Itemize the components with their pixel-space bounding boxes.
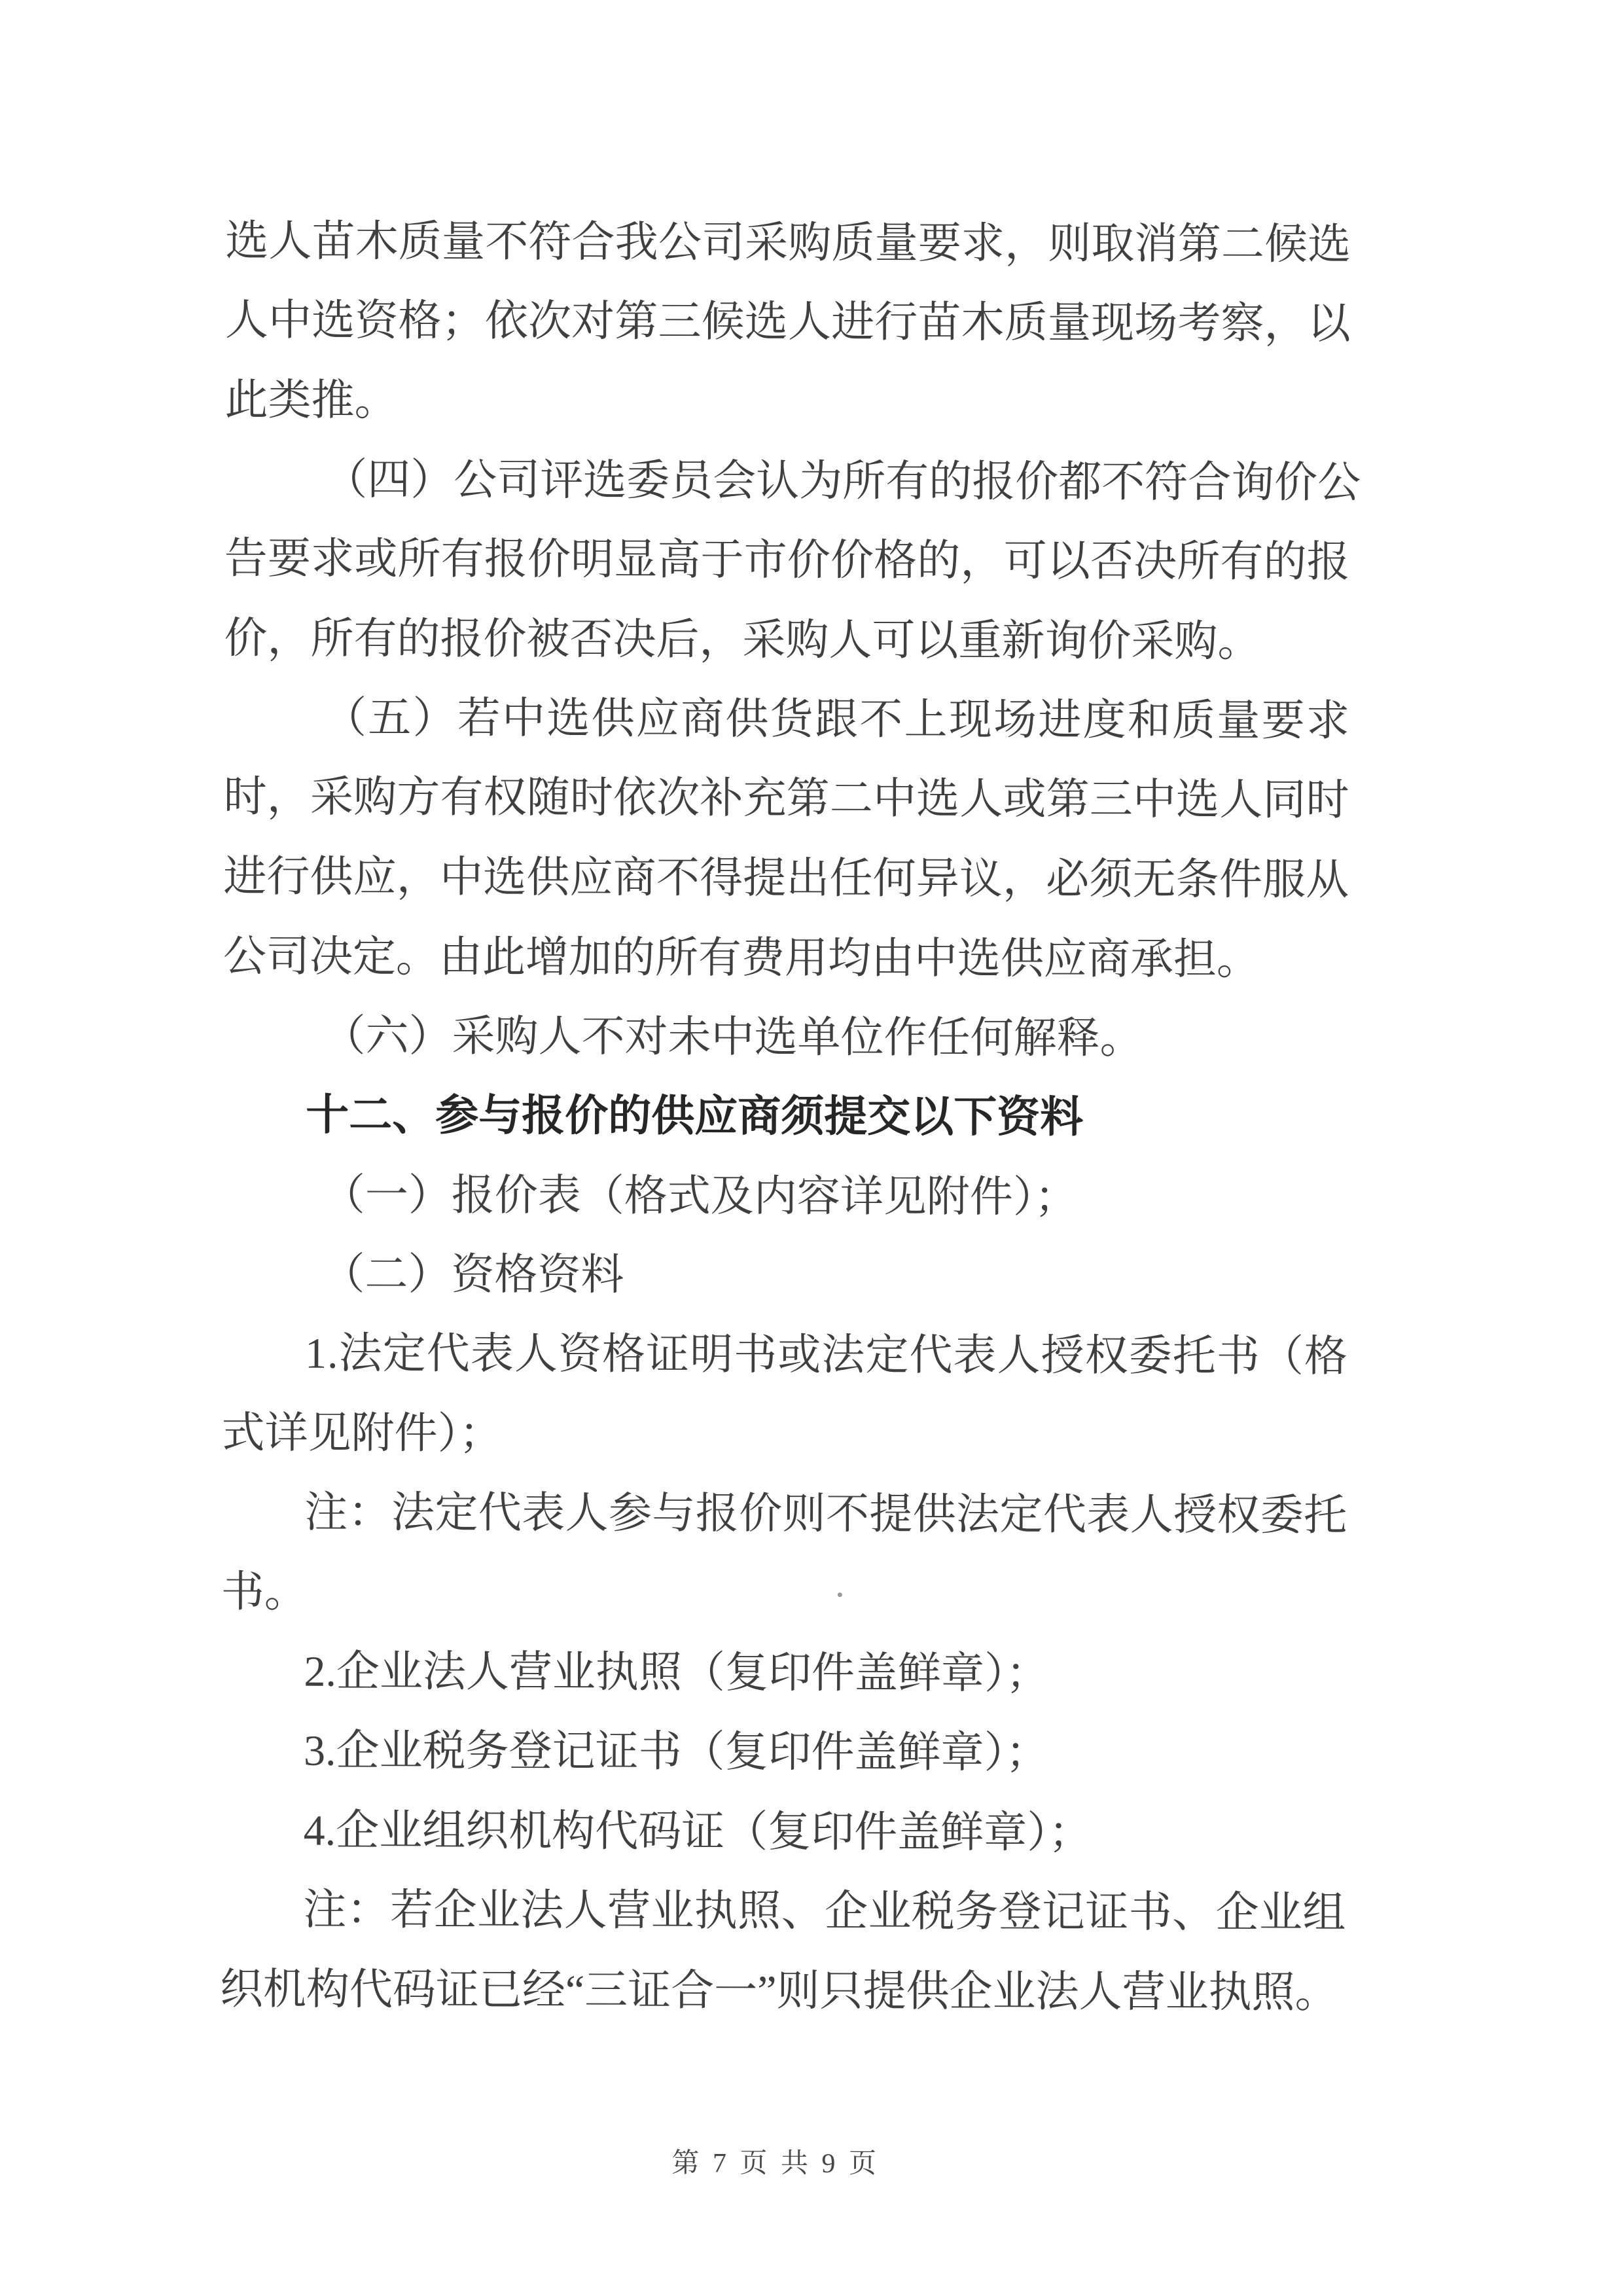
text-line: 式详见附件）；	[221, 1409, 503, 1458]
text-line: 价，所有的报价被否决后，采购人可以重新询价采购。	[224, 615, 1261, 666]
document-body	[219, 202, 1361, 2032]
page-number: 第 7 页 共 9 页	[671, 2148, 880, 2179]
text-line: 进 行 供 应 ， 中 选 供 应 商 不 得 提 出 任 何 异 议 ， 必 须 无 条 件 服 从	[223, 852, 1349, 905]
text-line: 书。	[221, 1568, 308, 1617]
text-line: （一）报价表（格式及内容详见附件）；	[321, 1171, 1078, 1221]
text-line: 公司决定。由此增加的所有费用均由中选供应商承担。	[223, 932, 1260, 984]
ink-speck	[838, 1592, 842, 1597]
text-line: 注 ： 若 企 业 法 人 营 业 执 照 、 企 业 税 务 登 记 证 书 、 企 业 组	[303, 1886, 1346, 1937]
text-line: 时 ， 采 购 方 有 权 随 时 依 次 补 充 第 二 中 选 人 或 第 三 中 选 人 同 时	[223, 773, 1349, 825]
text-line: 1 . 法 定 代 表 人 资 格 证 明 书 或 法 定 代 表 人 授 权 委 托 书 （ 格	[304, 1329, 1348, 1381]
text-line: 选 人 苗 木 质 量 不 符 合 我 公 司 采 购 质 量 要 求 ， 则 取 消 第 二 候 选	[225, 217, 1351, 269]
text-line: （ 五 ） 若 中 选 供 应 商 供 货 跟 不 上 现 场 进 度 和 质 量 要 求	[323, 694, 1350, 745]
text-line: （ 四 ） 公 司 评 选 委 员 会 认 为 所 有 的 报 价 都 不 符 合 询 价 公	[324, 456, 1361, 507]
text-line: 织机构代码证已经“三证合一”则只提供企业法人营业执照。	[219, 1965, 1338, 2017]
text-line: 4.企业组织机构代码证（复印件盖鲜章）；	[303, 1806, 1092, 1857]
text-line: 注 ： 法 定 代 表 人 参 与 报 价 则 不 提 供 法 定 代 表 人 授 权 委 托	[304, 1488, 1347, 1540]
text-line: （二）资格资料	[321, 1250, 624, 1300]
text-line: 人 中 选 资 格 ； 依 次 对 第 三 候 选 人 进 行 苗 木 质 量 现 场 考 察 ， 以	[224, 296, 1351, 348]
text-line: 3.企业税务登记证书（复印件盖鲜章）；	[303, 1727, 1049, 1778]
text-line: （六）采购人不对未中选单位作任何解释。	[322, 1012, 1143, 1063]
text-line: 2.企业法人营业执照（复印件盖鲜章）；	[304, 1647, 1050, 1698]
text-line: 此类推。	[224, 376, 398, 425]
text-line: 十二、参与报价的供应商须提交以下资料	[306, 1091, 1084, 1142]
text-line: 告 要 求 或 所 有 报 价 明 显 高 于 市 价 价 格 的 ， 可 以 否 决 所 有 的 报	[224, 535, 1350, 586]
